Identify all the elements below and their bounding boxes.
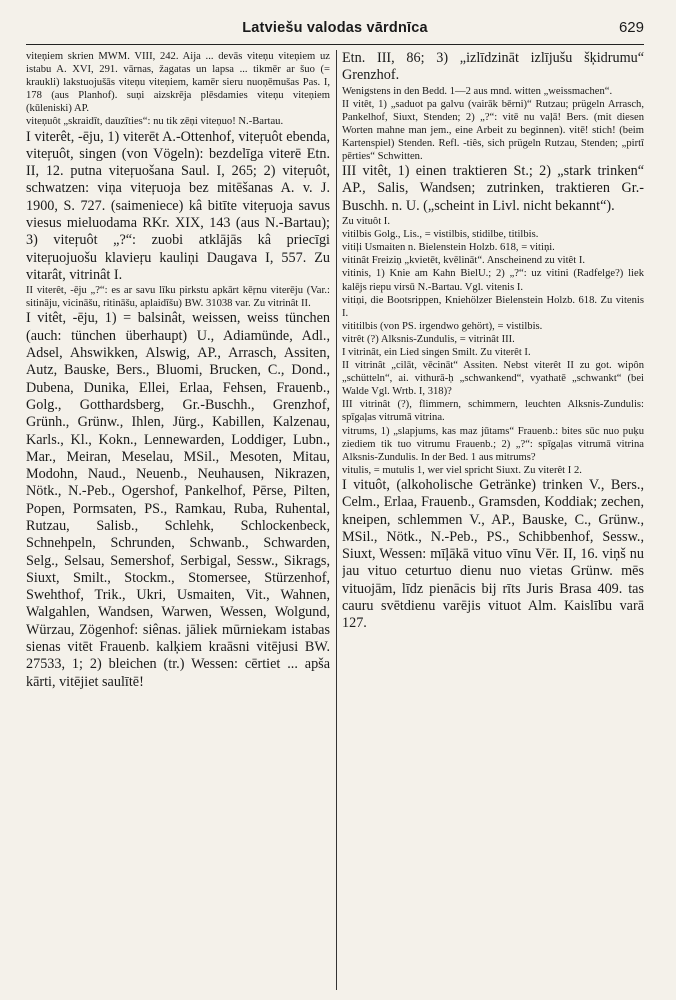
- dictionary-entry: vitrums, 1) „slapjums, kas maz jūtams“ Frauenb.: bites sūc nuo puķu ziediem tik tuo vitrumu Frauenb.; 2) „?“: spīgaļas vitrumā vitrina Alksnis-Zundulis. In der Bed. 1 aus mitrums?: [342, 425, 644, 463]
- dictionary-entry: vititilbis (von PS. irgendwo gehört), = vistilbis.: [342, 320, 543, 332]
- page-title: Latviešu valodas vārdnīca: [242, 20, 428, 36]
- dictionary-entry: vitilbis Golg., Lis., = vistilbis, stidilbe, titilbis.: [342, 229, 539, 241]
- dictionary-entry: vitrêt (?) Alksnis-Zundulis, = vitrinât III.: [342, 333, 515, 345]
- column-divider: [336, 50, 337, 990]
- page-number: 629: [618, 19, 644, 36]
- dictionary-entry: viteņiem skrien MWM. VIII, 242. Aija ... devās viteņu viteņiem uz istabu A. XVI, 291. vārnas, žagatas un lapsa ... tikmēr ar šuo (= kraukli) lakstuojušās viteņu viteņiem, kamēr sieru nuoņēmušas Pas. I, 178 (aus Planhof). suņi aizskrēja plēsdamies viteņu viteņiem (kūleniski) AP.: [26, 51, 330, 115]
- dictionary-entry: vitinis, 1) Knie am Kahn BielU.; 2) „?“: uz vitini (Radfelge?) liek kalējs riepu virsū N.-Bartau. Vgl. vitenis I.: [342, 268, 644, 293]
- dictionary-entry: III vitêt, 1) einen traktieren St.; 2) „stark trinken“ AP., Salis, Wandsen; zutrinken, traktieren Gr.-Buschh. n. U. („scheint in Livl. nicht bekannt“).: [342, 163, 644, 214]
- right-column: [342, 50, 644, 1000]
- dictionary-entry: II vitrinât „cilāt, vēcināt“ Assiten. Nebst viterêt II zu got. wipôn „schütteln“, ai. vithurā-ḥ „schwankend“, vyathatē „schwankt“ (bei Walde Vgl. Wrtb. I, 318)?: [342, 360, 644, 398]
- dictionary-entry: II viterêt, -ēju „?“: es ar savu līku pirkstu apkārt kēŗnu viterēju (Var.: sitināju, vicināšu, ritināšu, aplaidīšu) BW. 31038 var. Zu vitrinât II.: [26, 285, 330, 310]
- dictionary-entry: I vitrinât, ein Lied singen Smilt. Zu viterêt I.: [342, 346, 531, 358]
- dictionary-entry: III vitrinât (?), flimmern, schimmern, leuchten Alksnis-Zundulis: spīgaļas vitrumā vitrina.: [342, 399, 644, 424]
- dictionary-entry: vitulis, = mutulis 1, wer viel spricht Siuxt. Zu viterêt I 2.: [342, 464, 582, 476]
- dictionary-entry: Wenigstens in den Bedd. 1—2 aus mnd. witten „weissmachen“.: [342, 85, 613, 97]
- dictionary-entry: Etn. III, 86; 3) „izlīdzināt izlījušu šķidrumu“ Grenzhof.: [342, 50, 644, 84]
- dictionary-entry: vitinât Freiziņ „kvietēt, kvēlināt“. Anscheinend zu vitêt I.: [342, 255, 585, 267]
- dictionary-entry: II vitêt, 1) „saduot pa galvu (vairāk bērni)“ Rutzau; prügeln Arrasch, Pankelhof, Siuxt, Stenden; 2) „?“: vitē nu vaļā! Bers. (mit diesen Worten mahne man jem., eine Arbeit zu beginnen). vitē! stich! (beim Kartenspiel) Stenden. Refl. -tiês, sich prügeln Rutzau, Stenden; „pirtī pērties“ Schwitten.: [342, 98, 644, 163]
- dictionary-entry: I vituôt, (alkoholische Getränke) trinken V., Bers., Celm., Erlaa, Frauenb., Gramsden, Koddiak; zechen, kneipen, schlemmen V., AP., Bauske, C., Grünw., MSil., Nötk., N.-Peb., PS., Schibbenhof, Sessw., Siuxt, Wessen: mīļākā vituo vīnu Vēr. II, 16. viņš nu jau vituo ceturtuo dienu nuo vietas Grünw. mēs vituojām, līdz pienācis bij rīts Juris Brasa 409. tas cauru svētdienu varējis vituot Alm. Kaislību varā 127.: [342, 476, 644, 632]
- left-column: [26, 50, 330, 1000]
- page-header: [26, 18, 644, 45]
- dictionary-entry: vitiņi, die Bootsrippen, Kniehölzer Bielenstein Holzb. 618. Zu vitenis I.: [342, 294, 644, 319]
- dictionary-entry: I viterêt, -ēju, 1) viterēt A.-Ottenhof, viteŗuôt ebenda, viteŗuôt, singen (von Vögeln): bezdelīga viterē Etn. II, 12. putna viteŗuošana Saul. I, 265; 2) viteŗuôt, schwatzen: viņa viteŗuoja bez mitēšanas A. v. J. 1900, S. 727. (saimeniece) kâ bitīte viteŗuoja savus viesus mieluodama RKr. XIX, 143 (aus N.-Bartau); 3) viteŗuôt „?“: zuobi atklājās kâ priecīgi viteŗuojuošu klavieŗu kauliņi Daugava I, 557. Zu vitarât, vitrinât I.: [26, 128, 330, 283]
- dictionary-entry: vitiļi Usmaiten n. Bielenstein Holzb. 618, = vitiņi.: [342, 242, 555, 254]
- dictionary-entry: Zu vituôt I.: [342, 216, 390, 228]
- dictionary-entry: viteņuôt „skraidīt, dauzīties“: nu tik zēņi viteņuo! N.-Bartau.: [26, 116, 284, 128]
- dictionary-entry: I vitêt, -ēju, 1) = balsinât, weissen, weiss tünchen (auch: tünchen überhaupt) U., Adiamünde, Adl., Adsel, Ahswikken, Alswig, AP., Arrasch, Assiten, Autz, Bauske, Bers., Bluomi, Brucken, C., Dond., Dubena, Dunika, Ellei, Erlaa, Fehsen, Frauenb., Golg., Gotthardsberg, Gr.-Buschh., Grenzhof, Grünh., Grünw., Ihlen, Jürg., Kabillen, Kalzenau, Karls., Kl., Kokn., Lennewarden, Loddiger, Lubn., Mar., Meiran, Meselau, MSil., Mesoten, Mitau, Modohn, Naud., Neuenb., Neuhausen, Nikrazen, Nötk., N.-Peb., Ogershof, Pankelhof, Pērse, Pilten, Popen, Pormsaten, PS., Ramkau, Ruba, Ruhental, Rutzau, Salisb., Schlehk, Schlockenbeck, Schnehpeln, Schrunden, Schwanb., Schwarden, Selg., Selsau, Semershof, Serbigal, Sessw., Sikrags, Siuxt, Smilt., Stockm., Stomersee, Stürzenhof, Swehthof, Trik., Ukri, Usmaiten, Vit., Wahnen, Walgahlen, Wandsen, Warwen, Wessen, Wolgund, Würzau, Zögenhof: siênas. jāliek mūrniekam istabas sienas vitēt Frauenb. kalķiem kraāsni vitējusi BW. 27533, 1; 2) bleichen (tr.) Wessen: cērtiet ... apša kārti, vitējiet saulītē!: [26, 310, 330, 690]
